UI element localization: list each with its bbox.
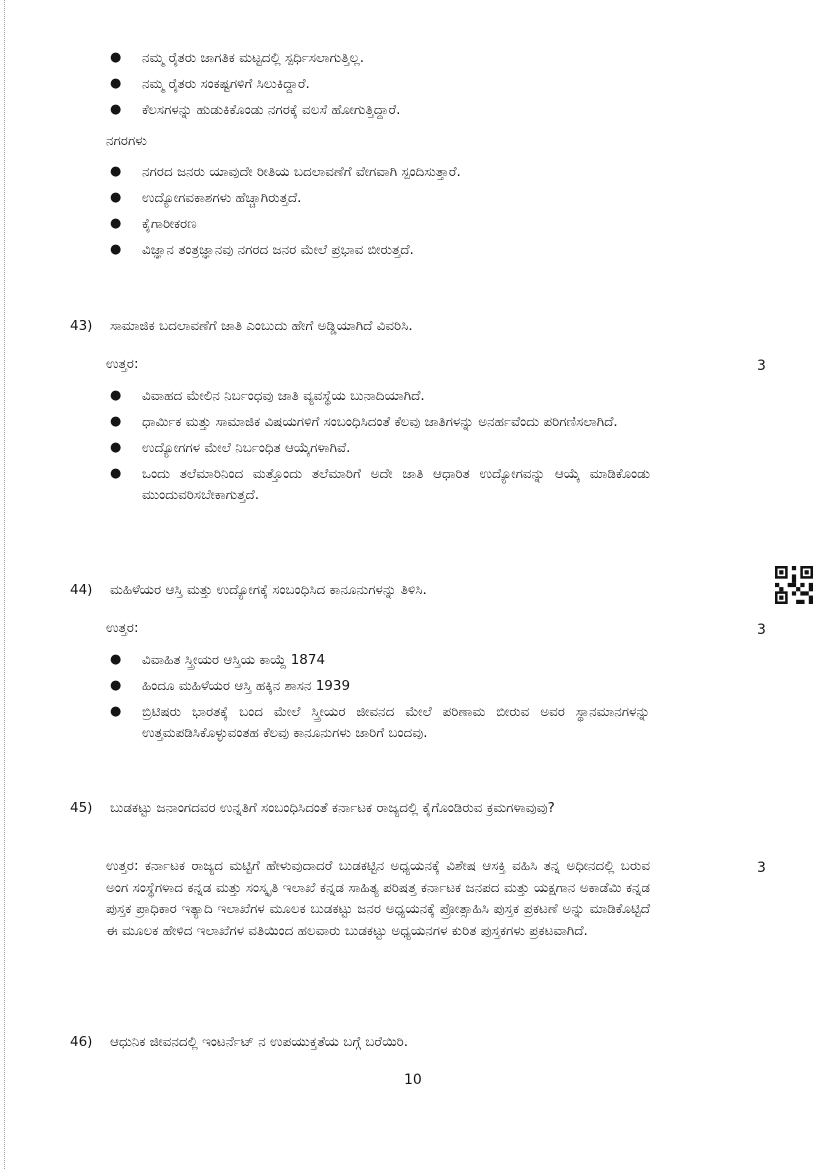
page-number: 10 (404, 1072, 422, 1088)
bullet-icon: ● (110, 413, 122, 429)
bullet-icon: ● (110, 439, 122, 455)
qr-code-icon (775, 566, 813, 604)
page-margin-guide (4, 0, 5, 1169)
list-item: ● ವಿಜ್ಞಾನ ತಂತ್ರಜ್ಞಾನವು ನಗರದ ಜನರ ಮೇಲೆ ಪ್ರಭಾವ ಬೀರುತ್ತದೆ. (104, 240, 664, 261)
question-number: 44) (70, 582, 93, 598)
answer-label: ಉತ್ತರ: (106, 620, 139, 636)
bullet-icon: ● (110, 164, 122, 179)
list-item: ● ನಮ್ಮ ರೈತರು ಜಾಗತಿಕ ಮಟ್ಟದಲ್ಲಿ ಸ್ಪರ್ಧಿಸಲಾಗುತ್ತಿಲ್ಲ. (104, 48, 664, 69)
bullet-icon: ● (110, 101, 122, 117)
bullet-icon: ● (110, 465, 122, 481)
list-item: ● ನಗರದ ಜನರು ಯಾವುದೇ ರೀತಿಯ ಬದಲಾವಣೆಗೆ ವೇಗವಾಗಿ ಸ್ಪಂದಿಸುತ್ತಾರೆ. (104, 162, 664, 183)
q43-answer-list (104, 386, 650, 511)
list-item: ● ಉದ್ಯೋಗವಕಾಶಗಳು ಹೆಚ್ಚಾಗಿರುತ್ತದೆ. (104, 188, 664, 209)
cities-heading: ನಗರಗಳು (106, 133, 147, 149)
question-text: ಬುಡಕಟ್ಟು ಜನಾಂಗದವರ ಉನ್ನತಿಗೆ ಸಂಬಂಧಿಸಿದಂತೆ ಕರ್ನಾಟಕ ರಾಜ್ಯದಲ್ಲಿ ಕೈಗೊಂಡಿರುವ ಕ್ರಮಗಳಾವುವು? (110, 800, 555, 816)
q44-answer-list (104, 650, 650, 749)
farmers-list (104, 48, 664, 126)
list-item: ● ವಿವಾಹದ ಮೇಲಿನ ನಿರ್ಬಂಧವು ಜಾತಿ ವ್ಯವಸ್ಥೆಯ ಬುನಾದಿಯಾಗಿದೆ. (104, 386, 650, 407)
list-item: ● ಕೆಲಸಗಳನ್ನು ಹುಡುಕಿಕೊಂಡು ನಗರಕ್ಕೆ ವಲಸೆ ಹೋಗುತ್ತಿದ್ದಾರೆ. (104, 100, 664, 121)
question-text: ಮಹಿಳೆಯರ ಆಸ್ತಿ ಮತ್ತು ಉದ್ಯೋಗಕ್ಕೆ ಸಂಬಂಧಿಸಿದ ಕಾನೂನುಗಳನ್ನು ತಿಳಿಸಿ. (110, 582, 427, 598)
marks-value: 3 (757, 622, 766, 638)
list-item: ● ಕೈಗಾರೀಕರಣ (104, 214, 664, 235)
bullet-icon: ● (110, 215, 122, 231)
cities-list (104, 162, 664, 266)
bullet-icon: ● (110, 652, 122, 667)
answer-label: ಉತ್ತರ: (106, 356, 139, 372)
bullet-icon: ● (110, 75, 122, 91)
list-item: ● ಬ್ರಿಟಿಷರು ಭಾರತಕ್ಕೆ ಬಂದ ಮೇಲೆ ಸ್ತ್ರೀಯರ ಜೀವನದ ಮೇಲೆ ಪರಿಣಾಮ ಬೀರುವ ಅವರ ಸ್ಥಾನಮಾನಗಳನ್ನು ಉತ್ತಮಪಡಿಸಿಕೊಳ್ಳುವಂತಹ ಕೆಲವು ಕಾನೂನುಗಳು ಜಾರಿಗೆ ಬಂದವು. (110, 703, 650, 741)
list-item: ● ಧಾರ್ಮಿಕ ಮತ್ತು ಸಾಮಾಜಿಕ ವಿಷಯಗಳಿಗೆ ಸಂಬಂಧಿಸಿದಂತೆ ಕೆಲವು ಜಾತಿಗಳನ್ನು ಅನರ್ಹವೆಂದು ಪರಿಗಣಿಸಲಾಗಿದೆ. (104, 412, 650, 433)
question-number: 43) (70, 318, 93, 334)
bullet-icon: ● (110, 50, 122, 65)
list-item: ● ನಮ್ಮ ರೈತರು ಸಂಕಷ್ಟಗಳಿಗೆ ಸಿಲುಕಿದ್ದಾರೆ. (104, 74, 664, 95)
question-text: ಸಾಮಾಜಿಕ ಬದಲಾವಣೆಗೆ ಜಾತಿ ಎಂಬುದು ಹೇಗೆ ಅಡ್ಡಿಯಾಗಿದೆ ವಿವರಿಸಿ. (110, 318, 413, 334)
marks-value: 3 (757, 358, 766, 374)
list-item: ● ಹಿಂದೂ ಮಹಿಳೆಯರ ಆಸ್ತಿ ಹಕ್ಕಿನ ಶಾಸನ 1939 (104, 676, 650, 697)
marks-value: 3 (757, 860, 766, 876)
bullet-icon: ● (110, 703, 122, 719)
question-number: 45) (70, 800, 93, 816)
bullet-icon: ● (110, 189, 122, 205)
question-number: 46) (70, 1034, 93, 1050)
q45-answer-paragraph: ಉತ್ತರ: ಕರ್ನಾಟಕ ರಾಜ್ಯದ ಮಟ್ಟಿಗೆ ಹೇಳುವುದಾದರೆ ಬುಡಕಟ್ಟಿನ ಅಧ್ಯಯನಕ್ಕೆ ವಿಶೇಷ ಆಸಕ್ತಿ ವಹಿಸಿ ತನ್ನ ಅಧೀನದಲ್ಲಿ ಬರುವ ಅಂಗ ಸಂಸ್ಥೆಗಳಾದ ಕನ್ನಡ ಮತ್ತು ಸಂಸ್ಕೃತಿ ಇಲಾಖೆ ಕನ್ನಡ ಸಾಹಿತ್ಯ ಪರಿಷತ್ತ ಕರ್ನಾಟಕ ಜನಪದ ಮತ್ತು ಯಕ್ಷಗಾನ ಅಕಾಡೆಮಿ ಕನ್ನಡ ಪುಸ್ತಕ ಪ್ರಾಧಿಕಾರ ಇತ್ಯಾದಿ ಇಲಾಖೆಗಳ ಮೂಲಕ ಬುಡಕಟ್ಟು ಜನರ ಅಧ್ಯಯನಕ್ಕೆ ಪ್ರೋತ್ಸಾಹಿಸಿ ಪುಸ್ತಕ ಪ್ರಕಟಣೆ ಅನ್ನು ಮಾಡಿಕೊಟ್ಟಿದೆ ಈ ಮೂಲಕ ಹೇಳಿದ ಇಲಾಖೆಗಳ ವತಿಯಿಂದ ಹಲವಾರು ಬುಡಕಟ್ಟು ಅಧ್ಯಯನಗಳ ಕುರಿತ ಪುಸ್ತಕಗಳು ಪ್ರಕಟವಾಗಿದೆ. (106, 858, 650, 939)
list-item: ● ವಿವಾಹಿತ ಸ್ತ್ರೀಯರ ಆಸ್ತಿಯ ಕಾಯ್ದೆ 1874 (104, 650, 650, 671)
bullet-icon: ● (110, 388, 122, 403)
bullet-icon: ● (110, 677, 122, 693)
list-item: ● ಉದ್ಯೋಗಗಳ ಮೇಲೆ ನಿರ್ಬಂಧಿತ ಆಯ್ಕೆಗಳಾಗಿವೆ. (104, 438, 650, 459)
question-text: ಆಧುನಿಕ ಜೀವನದಲ್ಲಿ ಇಂಟರ್ನೆಟ್ ನ ಉಪಯುಕ್ತತೆಯ ಬಗ್ಗೆ ಬರೆಯಿರಿ. (110, 1034, 408, 1050)
bullet-icon: ● (110, 241, 122, 257)
list-item: ● ಒಂದು ತಲೆಮಾರಿನಿಂದ ಮತ್ತೊಂದು ತಲೆಮಾರಿಗೆ ಅದೇ ಜಾತಿ ಆಧಾರಿತ ಉದ್ಯೋಗವನ್ನು ಆಯ್ಕೆ ಮಾಡಿಕೊಂಡು ಮುಂದುವರಿಸಬೇಕಾಗುತ್ತದೆ. (110, 465, 650, 503)
